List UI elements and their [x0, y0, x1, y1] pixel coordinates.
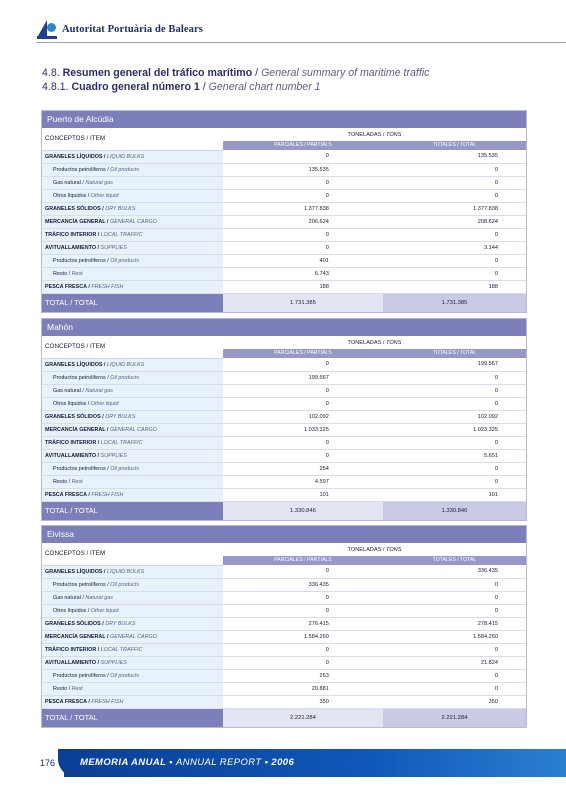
concepts-header: CONCEPTOS / ITEM [42, 336, 223, 358]
partial-value: 199.567 [223, 371, 383, 384]
footer-annual-report: ANNUAL REPORT [175, 757, 262, 768]
table-row [42, 150, 526, 163]
total-value: 1.584.260 [383, 630, 526, 643]
total-label: TOTAL / TOTAL [42, 708, 223, 727]
partial-value: 0 [223, 150, 383, 163]
table-row [42, 358, 526, 371]
tonnes-header: TONELADAS / TONS [223, 543, 526, 556]
table-row [42, 241, 526, 254]
partial-value: 4.597 [223, 475, 383, 488]
total-value: 0 [383, 462, 526, 475]
section-title-en: General summary of maritime traffic [261, 67, 430, 79]
total-partial: 1.330.846 [223, 501, 383, 520]
footer-memoria: MEMORIA ANUAL [80, 757, 167, 768]
partial-value: 0 [223, 228, 383, 241]
total-value: 336.435 [383, 565, 526, 578]
total-value: 101 [383, 488, 526, 501]
partial-value: 0 [223, 591, 383, 604]
total-value: 1.377.838 [383, 202, 526, 215]
subsection-title: 4.8.1. Cuadro general número 1 / General chart number 1 [42, 81, 321, 93]
total-value: 0 [383, 604, 526, 617]
row-label: Otros líquidos / Other liquid [42, 397, 223, 410]
page-number: 176 [40, 758, 56, 768]
row-label: GRANELES SÓLIDOS / DRY BULKS [42, 617, 223, 630]
row-label: Productos petrolíferos / Oil products [42, 462, 223, 475]
footer-year: 2006 [271, 757, 295, 768]
section-title: 4.8. Resumen general del tráfico marítimo / General summary of maritime traffic [42, 67, 430, 79]
row-label: Resto / Rest [42, 267, 223, 280]
row-label: Productos petrolíferos / Oil products [42, 254, 223, 267]
row-label: AVITUALLAMIENTO / SUPPLIES [42, 449, 223, 462]
total-value: 188 [383, 280, 526, 293]
table-row [42, 617, 526, 630]
tonnes-header: TONELADAS / TONS [223, 128, 526, 141]
partial-value: 254 [223, 462, 383, 475]
table-row [42, 565, 526, 578]
row-label: GRANELES SÓLIDOS / DRY BULKS [42, 202, 223, 215]
row-label: MERCANCÍA GENERAL / GENERAL CARGO [42, 215, 223, 228]
total-value: 350 [383, 695, 526, 708]
partial-value: 0 [223, 565, 383, 578]
table-row [42, 423, 526, 436]
row-label: AVITUALLAMIENTO / SUPPLIES [42, 656, 223, 669]
total-value: 278.415 [383, 617, 526, 630]
row-label: TRÁFICO INTERIOR / LOCAL TRAFFIC [42, 643, 223, 656]
partial-value: 350 [223, 695, 383, 708]
total-partial: 2.221.284 [223, 708, 383, 727]
row-label: MERCANCÍA GENERAL / GENERAL CARGO [42, 630, 223, 643]
row-label: Gas natural / Natural gas [42, 176, 223, 189]
section-number: 4.8. [42, 67, 60, 79]
row-label: Gas natural / Natural gas [42, 591, 223, 604]
row-label: Productos petrolíferos / Oil products [42, 371, 223, 384]
total-value: 102.092 [383, 410, 526, 423]
total-value: 0 [383, 371, 526, 384]
partial-value: 188 [223, 280, 383, 293]
total-value: 0 [383, 475, 526, 488]
total-value: 0 [383, 267, 526, 280]
table-row [42, 591, 526, 604]
port-section [41, 318, 527, 521]
table-row [42, 682, 526, 695]
row-label: GRANELES LÍQUIDOS / LIQUID BULKS [42, 358, 223, 371]
subsection-title-es: Cuadro general número 1 [71, 81, 200, 93]
footer-dot: • [169, 757, 173, 768]
table-row [42, 669, 526, 682]
port-section [41, 525, 527, 728]
total-value: 0 [383, 176, 526, 189]
total-total: 1.330.846 [383, 501, 526, 520]
partial-value: 101 [223, 488, 383, 501]
section-title-es: Resumen general del tráfico marítimo [62, 67, 253, 79]
partial-value: 0 [223, 397, 383, 410]
partial-value: 206.624 [223, 215, 383, 228]
table-row [42, 280, 526, 293]
table-row [42, 695, 526, 708]
partial-value: 336.435 [223, 578, 383, 591]
total-value: 0 [383, 578, 526, 591]
partial-value: 1.033.325 [223, 423, 383, 436]
partial-value: 401 [223, 254, 383, 267]
partial-value: 0 [223, 656, 383, 669]
row-label: Productos petrolíferos / Oil products [42, 163, 223, 176]
organization-name: Autoritat Portuària de Balears [62, 23, 203, 35]
row-label: AVITUALLAMIENTO / SUPPLIES [42, 241, 223, 254]
total-row [42, 501, 526, 520]
partials-header: PARCIALES / PARTIALS [223, 556, 383, 565]
total-partial: 1.731.385 [223, 293, 383, 312]
table-row [42, 215, 526, 228]
partial-value: 0 [223, 604, 383, 617]
traffic-table [42, 128, 526, 312]
row-label: PESCA FRESCA / FRESH FISH [42, 695, 223, 708]
partial-value: 0 [223, 189, 383, 202]
total-value: 0 [383, 669, 526, 682]
table-row [42, 475, 526, 488]
totals-header: TOTALES / TOTAL [383, 556, 526, 565]
total-value: 0 [383, 189, 526, 202]
totals-header: TOTALES / TOTAL [383, 141, 526, 150]
total-total: 1.731.385 [383, 293, 526, 312]
total-value: 0 [383, 436, 526, 449]
row-label: GRANELES SÓLIDOS / DRY BULKS [42, 410, 223, 423]
row-label: PESCA FRESCA / FRESH FISH [42, 280, 223, 293]
concepts-header: CONCEPTOS / ITEM [42, 128, 223, 150]
footer-dot: • [264, 757, 269, 768]
subsection-title-en: General chart number 1 [208, 81, 321, 93]
partial-value: 135.535 [223, 163, 383, 176]
port-name: Puerto de Alcúdia [42, 111, 526, 128]
row-label: Resto / Rest [42, 682, 223, 695]
total-value: 199.567 [383, 358, 526, 371]
row-label: GRANELES LÍQUIDOS / LIQUID BULKS [42, 565, 223, 578]
row-label: MERCANCÍA GENERAL / GENERAL CARGO [42, 423, 223, 436]
partial-value: 0 [223, 643, 383, 656]
partial-value: 0 [223, 176, 383, 189]
row-label: Resto / Rest [42, 475, 223, 488]
header-divider [36, 42, 566, 43]
totals-header: TOTALES / TOTAL [383, 349, 526, 358]
partial-value: 20.881 [223, 682, 383, 695]
total-value: 0 [383, 163, 526, 176]
traffic-table [42, 543, 526, 727]
table-row [42, 202, 526, 215]
partial-value: 0 [223, 449, 383, 462]
total-value: 5.651 [383, 449, 526, 462]
partial-value: 276.415 [223, 617, 383, 630]
table-row [42, 254, 526, 267]
row-label: TRÁFICO INTERIOR / LOCAL TRAFFIC [42, 228, 223, 241]
traffic-table [42, 336, 526, 520]
row-label: Gas natural / Natural gas [42, 384, 223, 397]
table-row [42, 449, 526, 462]
subsection-number: 4.8.1. [42, 81, 69, 93]
table-row [42, 488, 526, 501]
table-row [42, 228, 526, 241]
table-row [42, 384, 526, 397]
partial-value: 0 [223, 384, 383, 397]
total-label: TOTAL / TOTAL [42, 293, 223, 312]
partial-value: 0 [223, 358, 383, 371]
table-row [42, 436, 526, 449]
total-row [42, 293, 526, 312]
table-row [42, 176, 526, 189]
table-row [42, 643, 526, 656]
partial-value: 1.377.838 [223, 202, 383, 215]
page-header [36, 16, 203, 42]
table-row [42, 189, 526, 202]
row-label: TRÁFICO INTERIOR / LOCAL TRAFFIC [42, 436, 223, 449]
total-value: 0 [383, 397, 526, 410]
total-value: 1.023.325 [383, 423, 526, 436]
row-label: Otros líquidos / Other liquid [42, 189, 223, 202]
footer-title [80, 757, 294, 768]
total-label: TOTAL / TOTAL [42, 501, 223, 520]
total-value: 0 [383, 228, 526, 241]
tonnes-header: TONELADAS / TONS [223, 336, 526, 349]
partials-header: PARCIALES / PARTIALS [223, 141, 383, 150]
port-name: Mahón [42, 319, 526, 336]
row-label: Productos petrolíferos / Oil products [42, 669, 223, 682]
table-row [42, 371, 526, 384]
table-row [42, 397, 526, 410]
total-total: 2.221.284 [383, 708, 526, 727]
total-value: 21.824 [383, 656, 526, 669]
table-row [42, 604, 526, 617]
partial-value: 0 [223, 241, 383, 254]
partial-value: 263 [223, 669, 383, 682]
total-row [42, 708, 526, 727]
table-row [42, 410, 526, 423]
table-row [42, 630, 526, 643]
port-section [41, 110, 527, 313]
table-row [42, 462, 526, 475]
row-label: Otros líquidos / Other liquid [42, 604, 223, 617]
total-value: 0 [383, 682, 526, 695]
partial-value: 0 [223, 436, 383, 449]
total-value: 135.535 [383, 150, 526, 163]
concepts-header: CONCEPTOS / ITEM [42, 543, 223, 565]
table-row [42, 578, 526, 591]
row-label: Productos petrolíferos / Oil products [42, 578, 223, 591]
row-label: GRANELES LÍQUIDOS / LIQUID BULKS [42, 150, 223, 163]
total-value: 0 [383, 254, 526, 267]
table-row [42, 163, 526, 176]
table-row [42, 656, 526, 669]
partials-header: PARCIALES / PARTIALS [223, 349, 383, 358]
total-value: 0 [383, 384, 526, 397]
partial-value: 1.584.260 [223, 630, 383, 643]
page-footer [0, 749, 566, 777]
partial-value: 102.092 [223, 410, 383, 423]
total-value: 208.624 [383, 215, 526, 228]
row-label: PESCA FRESCA / FRESH FISH [42, 488, 223, 501]
total-value: 0 [383, 591, 526, 604]
partial-value: 6.743 [223, 267, 383, 280]
total-value: 3.144 [383, 241, 526, 254]
port-name: Eivissa [42, 526, 526, 543]
total-value: 0 [383, 643, 526, 656]
port-authority-logo-icon [36, 18, 58, 40]
table-row [42, 267, 526, 280]
